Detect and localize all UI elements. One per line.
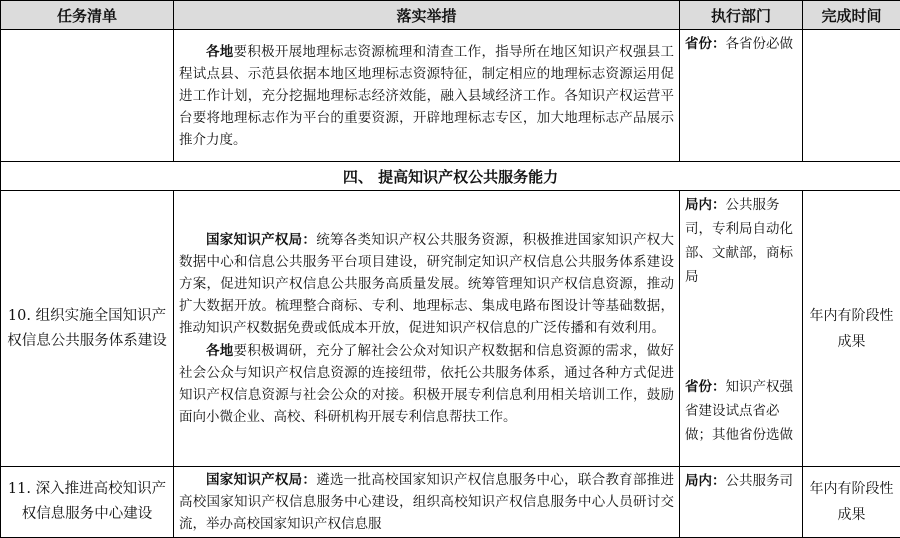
- measure-paragraph: [179, 229, 674, 339]
- time-cell: 年内有阶段性成果: [803, 467, 900, 538]
- measure-text: 要积极开展地理标志资源梳理和清查工作，指导所在地区知识产权强县工程试点县、示范县依据本地区地理标志资源特征，制定相应的地理标志资源运用促进工作计划，充分挖掘地理标志经济效能，融入县域经济工作。各知识产权运营平台要将地理标志作为平台的重要资源，开辟地理标志专区，加大地理标志产品展示推介力度。: [179, 44, 674, 148]
- dept-block: [685, 469, 797, 493]
- dept-lead: 局内：: [685, 197, 726, 213]
- measures-cell: [174, 191, 680, 467]
- dept-block: [685, 375, 797, 447]
- measure-text: 要积极调研，充分了解社会公众对知识产权数据和信息资源的需求，做好社会公众与知识产权信息资源的连接纽带，依托公共服务体系，通过各种方式促进知识产权信息资源与社会公众的对接。积极开展专利信息利用相关培训工作，鼓励面向小微企业、高校、科研机构开展专利信息帮扶工作。: [179, 343, 674, 425]
- measure-paragraph: [179, 469, 674, 535]
- table-row: [1, 467, 900, 538]
- time-cell: [803, 30, 900, 162]
- dept-block: [685, 193, 797, 289]
- measure-text: 遴选一批高校国家知识产权信息服务中心，联合教育部推进高校国家知识产权信息服务中心建设，组织高校知识产权信息服务中心人员研讨交流，举办高校国家知识产权信息服: [179, 472, 674, 532]
- dept-cell: [680, 467, 803, 538]
- header-time: 完成时间: [803, 1, 900, 30]
- measures-cell: [174, 467, 680, 538]
- measure-lead: 各地: [206, 343, 234, 359]
- header-measures: 落实举措: [174, 1, 680, 30]
- dept-lead: 省份：: [685, 36, 726, 52]
- dept-lead: 局内：: [685, 473, 726, 489]
- header-dept: 执行部门: [680, 1, 803, 30]
- dept-cell: [680, 191, 803, 467]
- dept-text: 公共服务司，专利局自动化部、文献部，商标局: [685, 197, 793, 285]
- time-cell: 年内有阶段性成果: [803, 191, 900, 467]
- dept-text: 各省份必做: [726, 36, 794, 52]
- section-row: [1, 162, 900, 191]
- dept-block: [685, 32, 797, 56]
- measure-lead: 国家知识产权局：: [206, 232, 316, 248]
- task-cell: 10. 组织实施全国知识产权信息公共服务体系建设: [1, 191, 174, 467]
- task-cell: 11. 深入推进高校知识产权信息服务中心建设: [1, 467, 174, 538]
- measures-cell: [174, 30, 680, 162]
- dept-lead: 省份：: [685, 379, 726, 395]
- measure-paragraph: [179, 41, 674, 151]
- measure-text: 统筹各类知识产权公共服务资源，积极推进国家知识产权大数据中心和信息公共服务平台项目建设，研究制定知识产权信息公共服务体系建设方案，促进知识产权信息公共服务高质量发展。统筹管理知识产权信息资源，推动扩大数据开放。梳理整合商标、专利、地理标志、集成电路布图设计等基础数据，推动知识产权数据免费或低成本开放，促进知识产权信息的广泛传播和有效利用。: [179, 232, 674, 336]
- dept-cell: [680, 30, 803, 162]
- measure-lead: 各地: [206, 44, 234, 60]
- table-row: [1, 30, 900, 162]
- header-row: [1, 1, 900, 30]
- header-task: 任务清单: [1, 1, 174, 30]
- measure-lead: 国家知识产权局：: [206, 472, 316, 488]
- dept-text: 公共服务司: [726, 473, 794, 489]
- dept-text: 知识产权强省建设试点省必做；其他省份选做: [685, 379, 793, 443]
- table-row: [1, 191, 900, 467]
- measure-paragraph: [179, 340, 674, 428]
- task-cell: [1, 30, 174, 162]
- section-title: 四、 提高知识产权公共服务能力: [1, 162, 900, 191]
